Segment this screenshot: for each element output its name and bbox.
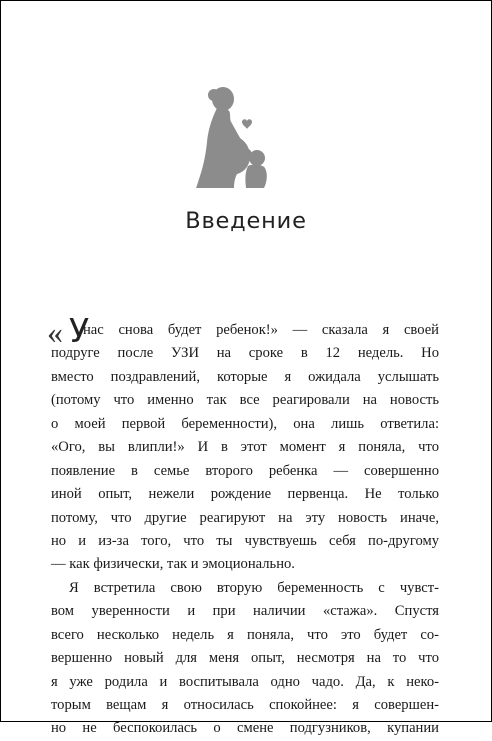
chapter-title: Введение (185, 208, 307, 234)
paragraph-1-line: появление в семье второго ребенка — совершенно (51, 462, 439, 479)
paragraph-1-line: но и из-за того, что ты чувствуешь себя по-другому (51, 532, 439, 549)
paragraph-1-line: иной опыт, нежели рождение первенца. Не только (51, 486, 439, 503)
paragraph-1-line: «Ого, вы влипли!» И в этот момент я поняла, что (51, 439, 439, 456)
paragraph-2-line: вом уверенности и при наличии «стажа». Спустя (51, 603, 439, 620)
paragraph-1-line: о моей первой беременности), она лишь ответила: (51, 415, 439, 432)
pregnant-woman-with-child-icon (190, 86, 274, 188)
paragraph-2-line: Я встретила свою вторую беременность с чувст- (69, 579, 439, 596)
paragraph-2-line: я уже родила и воспитывала одно чадо. Да, к неко- (51, 673, 439, 690)
paragraph-1-line: вместо поздравлений, которые я ожидала услышать (51, 368, 439, 385)
paragraph-1-line-1: « У нас снова будет ребенок!» — сказала я своей (47, 311, 439, 350)
body-text (47, 311, 439, 741)
drop-cap-letter: У (69, 311, 90, 350)
paragraph-1-line: (потому что именно так все реагировали на новость (51, 392, 439, 409)
paragraph-2-line: всего несколько недель я поняла, что это будет со- (51, 626, 439, 643)
paragraph-1-line: потому, что другие реагируют на эту новость иначе, (51, 509, 439, 526)
paragraph-2-line: вершенно новый для меня опыт, несмотря на то что (51, 650, 439, 667)
opening-quote-mark: « (47, 314, 63, 350)
heart-icon (242, 119, 252, 129)
paragraph-2-line: торым вещам я относилась спокойнее: я совершен- (51, 697, 439, 713)
paragraph-2-line: но не беспокоилась о смене подгузников, купании (51, 720, 439, 737)
paragraph-1-line: — как физически, так и эмоционально. (51, 556, 295, 573)
paragraph-1-line: подруге после УЗИ на сроке в 12 недель. Но (51, 345, 439, 362)
